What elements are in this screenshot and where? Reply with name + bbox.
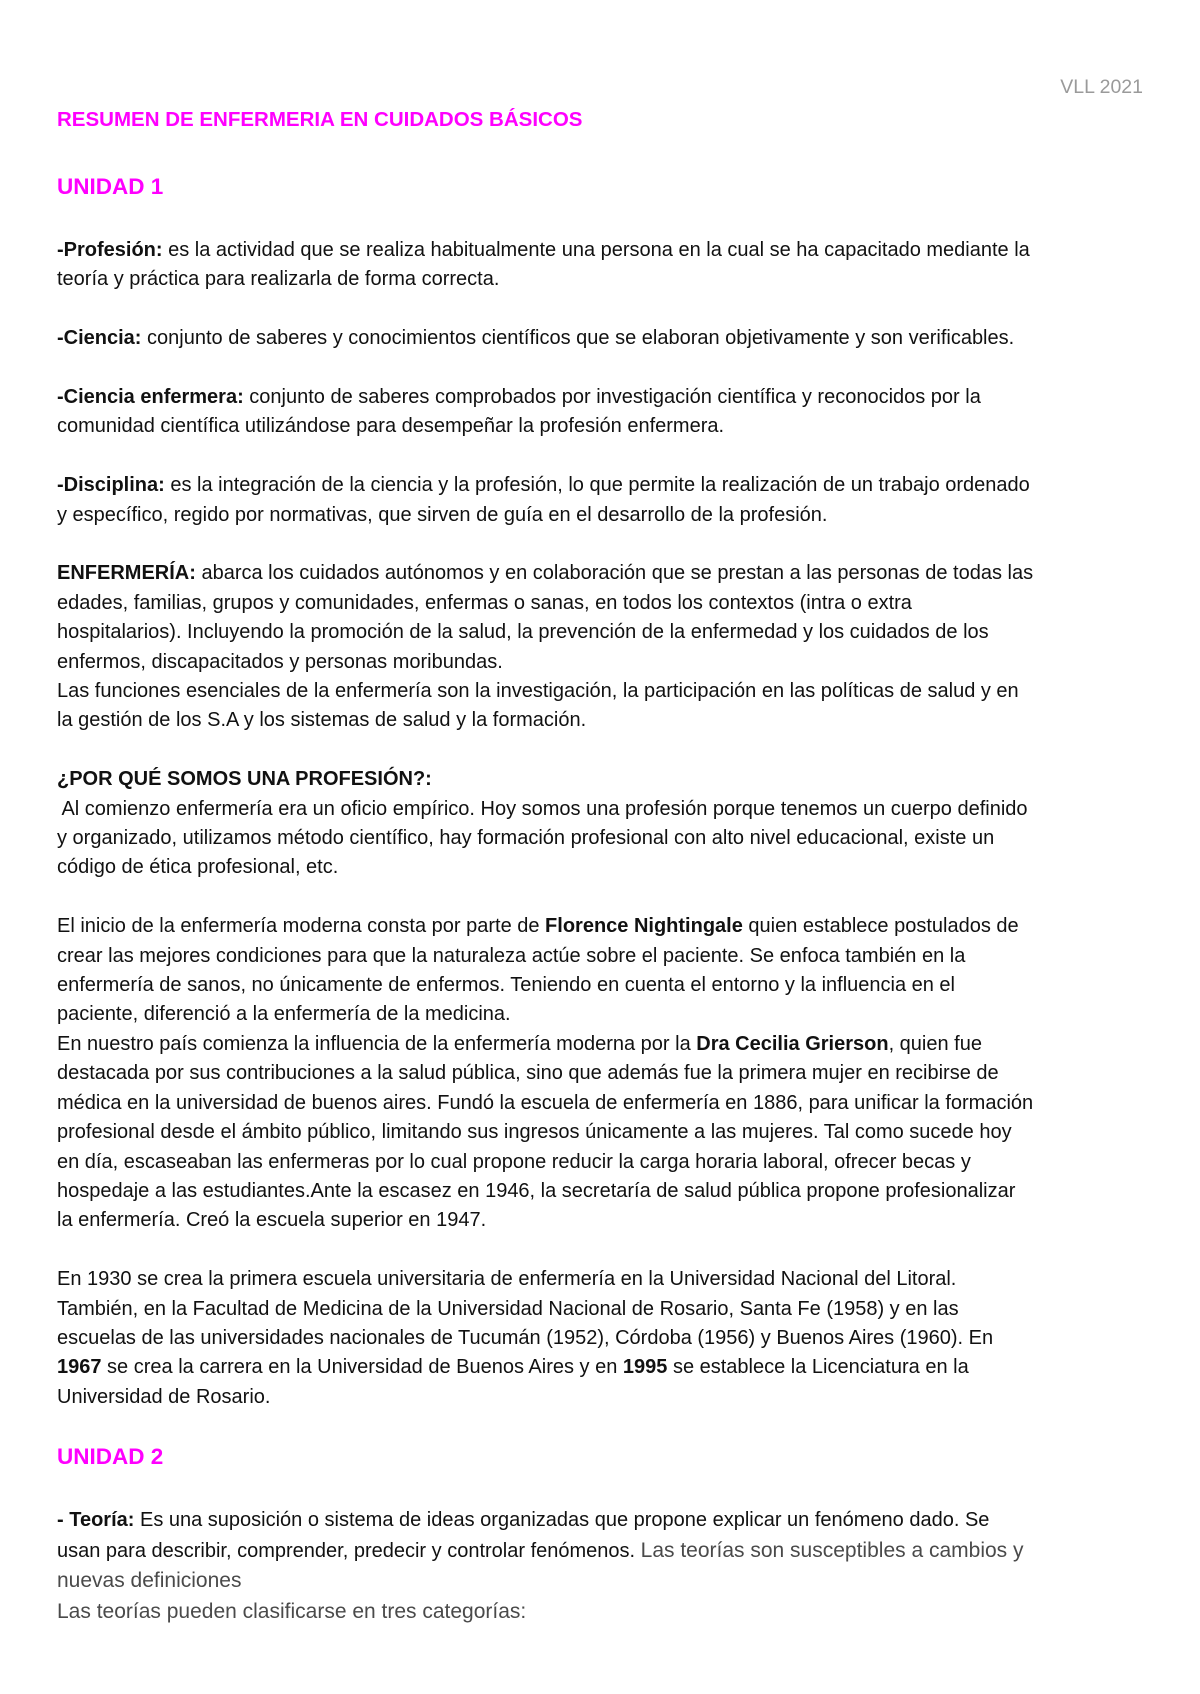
body-text: médica en la universidad de buenos aires. Fundó la escuela de enfermería en 1886, para unificar la formación [57,1091,1034,1114]
body-text: Es una suposición o sistema de ideas organizadas que propone explicar un fenómeno dado. Se [134,1509,990,1532]
body-text: escuelas de las universidades nacionales de Tucumán (1952), Córdoba (1956) y Buenos Aires (1960). En [57,1326,994,1349]
body-text: y organizado, utilizamos método científico, hay formación profesional con alto nivel educacional, existe un [57,827,995,850]
text-line [57,942,1167,971]
text-line [57,265,1167,294]
body-text: es la actividad que se realiza habitualmente una persona en la cual se ha capacitado mediante la [162,239,1030,261]
text-line [57,853,1167,882]
text-line [57,618,1167,647]
muted-text: nuevas definiciones [57,1569,242,1593]
bold-term: -Ciencia: [57,327,142,350]
body-text: hospedaje a las estudiantes.Ante la escasez en 1946, la secretaría de salud pública propone profesionalizar [57,1179,1016,1202]
text-line [57,1506,1167,1535]
text-line [57,971,1167,1000]
text-line [57,324,1167,353]
body-text: hospitalarios). Incluyendo la promoción de la salud, la prevención de la enfermedad y los cuidados de los [57,621,989,644]
text-line [57,1148,1167,1177]
bold-term: Florence Nightingale [545,915,743,938]
bold-term: 1995 [622,1356,668,1379]
text-line [57,1295,1167,1324]
paragraph [57,383,1167,442]
text-line [57,1118,1167,1147]
text-line [57,559,1167,588]
body-text: comunidad científica utilizándose para desempeñar la profesión enfermera. [57,415,725,438]
body-text: profesional desde el ámbito público, limitando sus ingresos únicamente a las mujeres. Tal como sucede hoy [57,1121,1012,1144]
body-text: En nuestro país comienza la influencia de la enfermería moderna por la [57,1032,697,1055]
body-text: destacada por sus contribuciones a la salud pública, sino que además fue la primera mujer en recibirse de [57,1062,999,1085]
text-line [57,648,1167,677]
text-line [57,412,1167,441]
author-year-watermark: VLL 2021 [1060,76,1143,98]
body-text: edades, familias, grupos y comunidades, enfermas o sanas, en todos los contextos (intra o extra [57,591,912,614]
text-line [57,677,1167,706]
text-line [57,706,1167,735]
bold-term: 1967 [57,1356,102,1379]
body-text: usan para describir, comprender, predecir y controlar fenómenos. [57,1539,641,1562]
text-line [57,501,1167,530]
bold-term: Dra Cecilia Grierson [696,1032,889,1055]
paragraph [57,471,1167,530]
text-line [57,824,1167,853]
bold-term: ¿POR QUÉ SOMOS UNA PROFESIÓN?: [57,768,432,791]
text-line [57,1089,1167,1118]
text-line [57,1536,1167,1566]
text-line [57,1059,1167,1088]
body-text: El inicio de la enfermería moderna consta por parte de [57,915,546,938]
text-line [57,1030,1167,1059]
text-line [57,471,1167,500]
document-body [57,105,1167,1627]
body-text: En 1930 se crea la primera escuela universitaria de enfermería en la Universidad Nacional del Litoral. [57,1268,957,1291]
body-text: código de ética profesional, etc. [57,856,339,879]
body-text: , quien fue [888,1032,982,1055]
text-line [57,1597,1167,1627]
body-text: quien establece postulados de [742,915,1019,938]
section-heading: UNIDAD 1 [57,174,164,199]
section-heading: UNIDAD 2 [57,1444,164,1470]
muted-text: Las teorías pueden clasificarse en tres categorías: [57,1599,527,1623]
paragraph [57,559,1167,735]
text-line [57,795,1167,824]
text-line [57,1206,1167,1235]
body-text: crear las mejores condiciones para que la naturaleza actúe sobre el paciente. Se enfoca también en la [57,944,966,967]
text-line [57,912,1167,941]
text-line [57,1566,1167,1596]
text-line [57,589,1167,618]
text-line [57,1177,1167,1206]
paragraph [57,1265,1167,1412]
body-text: conjunto de saberes y conocimientos científicos que se elaboran objetivamente y son verificables. [141,327,1015,350]
body-text: Al comienzo enfermería era un oficio empírico. Hoy somos una profesión porque tenemos un cuerpo definido [57,797,1028,820]
bold-term: -Profesión: [57,239,163,261]
document-title: RESUMEN DE ENFERMERIA EN CUIDADOS BÁSICOS [57,108,583,131]
body-text: paciente, diferenció a la enfermería de la medicina. [57,1003,511,1026]
body-text: la enfermería. Creó la escuela superior en 1947. [57,1209,487,1232]
bold-term: - Teoría: [57,1509,135,1532]
text-line [57,1324,1167,1353]
body-text: enfermos, discapacitados y personas moribundas. [57,650,503,673]
body-text: se crea la carrera en la Universidad de Buenos Aires y en [101,1356,623,1379]
text-line [57,383,1167,412]
text-line [57,1353,1167,1382]
body-text: Universidad de Rosario. [57,1385,271,1408]
paragraph [57,324,1167,353]
paragraph [57,912,1167,1235]
body-text: y específico, regido por normativas, que sirven de guía en el desarrollo de la profesión. [57,503,828,526]
body-text: Las funciones esenciales de la enfermería son la investigación, la participación en las políticas de salud y en [57,680,1019,703]
bold-term: ENFERMERÍA: [57,562,196,585]
text-line [57,236,1167,265]
text-line [57,1265,1167,1294]
body-text: conjunto de saberes comprobados por investigación científica y reconocidos por la [243,386,981,408]
body-text: es la integración de la ciencia y la profesión, lo que permite la realización de un trabajo ordenado [164,474,1030,497]
paragraph [57,765,1167,883]
paragraph [57,236,1167,295]
body-text: teoría y práctica para realizarla de forma correcta. [57,268,500,291]
text-line [57,765,1167,794]
muted-text: Las teorías son susceptibles a cambios y [640,1538,1024,1562]
bold-term: -Ciencia enfermera: [57,386,244,408]
bold-term: -Disciplina: [57,474,165,497]
body-text: enfermería de sanos, no únicamente de enfermos. Teniendo en cuenta el entorno y la influencia en el [57,974,955,997]
body-text: la gestión de los S.A y los sistemas de salud y la formación. [57,709,587,732]
body-text: abarca los cuidados autónomos y en colaboración que se prestan a las personas de todas las [195,562,1034,585]
text-line [57,1383,1167,1412]
body-text: se establece la Licenciatura en la [667,1356,969,1379]
paragraph [57,1506,1167,1627]
body-text: en día, escaseaban las enfermeras por lo cual propone reducir la carga horaria laboral, ofrecer becas y [57,1150,971,1173]
text-line [57,1000,1167,1029]
body-text: También, en la Facultad de Medicina de la Universidad Nacional de Rosario, Santa Fe (1958) y en las [57,1297,959,1320]
